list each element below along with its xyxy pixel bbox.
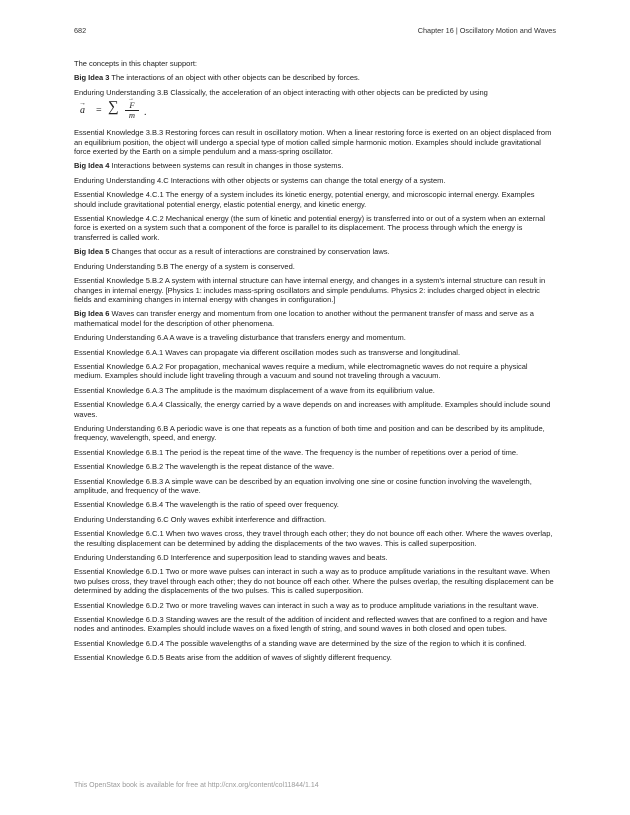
page-content bbox=[74, 59, 556, 668]
big-idea-label: Big Idea 4 bbox=[74, 161, 110, 171]
big-idea-4: Big Idea 4 Interactions between systems can result in changes in those systems. bbox=[74, 161, 344, 171]
equals-sign: = bbox=[96, 105, 102, 117]
enduring-understanding-6b: Enduring Understanding 6.B A periodic wave is one that repeats as a function of both time and position and can be described by its amplitude, frequency, wavelength, speed, and energy. bbox=[74, 423, 545, 443]
big-idea-label: Big Idea 3 bbox=[74, 73, 110, 83]
essential-knowledge-6b1: Essential Knowledge 6.B.1 The period is the repeat time of the wave. The frequency is the number of repetitions over a period of time. bbox=[74, 447, 519, 457]
enduring-understanding-5b: Enduring Understanding 5.B The energy of a system is conserved. bbox=[74, 261, 295, 271]
sum-symbol: ∑ bbox=[108, 99, 119, 116]
essential-knowledge-6d3: Essential Knowledge 6.D.3 Standing waves are the result of the addition of incident and reflected waves that are confined to a region and have nodes and antinodes. Examples should include waves on a fixed length of string, and sound waves in both closed and open tubes. bbox=[74, 615, 548, 634]
page-header bbox=[74, 26, 556, 38]
essential-knowledge-4c1: Essential Knowledge 4.C.1 The energy of a system includes its kinetic energy, potential energy, and microscopic internal energy. Examples should include gravitational potential energy, elastic potential energy, and kinetic energy. bbox=[74, 190, 535, 209]
big-idea-5: Big Idea 5 Changes that occur as a result of interactions are constrained by conservation laws. bbox=[74, 247, 390, 257]
essential-knowledge-6d4: Essential Knowledge 6.D.4 The possible wavelengths of a standing wave are determined by the size of the region to which it is confined. bbox=[74, 638, 527, 648]
essential-knowledge-6a1: Essential Knowledge 6.A.1 Waves can propagate via different oscillation modes such as transverse and longitudinal. bbox=[74, 347, 461, 357]
page-footer: This OpenStax book is available for free at http://cnx.org/content/col11844/1.14 bbox=[74, 782, 319, 789]
essential-knowledge-6b4: Essential Knowledge 6.B.4 The wavelength is the ratio of speed over frequency. bbox=[74, 500, 339, 510]
force-over-mass-fraction bbox=[125, 101, 139, 120]
essential-knowledge-6d2: Essential Knowledge 6.D.2 Two or more traveling waves can interact in such a way as to produce amplitude variations in the resultant wave. bbox=[74, 600, 539, 610]
big-idea-label: Big Idea 5 bbox=[74, 247, 110, 257]
formula-period: . bbox=[144, 107, 147, 119]
enduring-understanding-4c: Enduring Understanding 4.C Interactions with other objects or systems can change the total energy of a system. bbox=[74, 175, 446, 185]
essential-knowledge-6a2: Essential Knowledge 6.A.2 For propagation, mechanical waves require a medium, while electromagnetic waves do not require a physical medium. Examples should include light traveling through a vacuum and sound not traveling through a vacuum. bbox=[74, 361, 528, 381]
intro-text: The concepts in this chapter support: bbox=[74, 59, 197, 68]
essential-knowledge-6c1: Essential Knowledge 6.C.1 When two waves cross, they travel through each other; they do not bounce off each other. Where the waves overlap, the resulting displacement can be determined by adding the displacements of the two waves. This is called superposition. bbox=[74, 529, 553, 548]
essential-knowledge-6a3: Essential Knowledge 6.A.3 The amplitude is the maximum displacement of a wave from its equilibrium value. bbox=[74, 385, 435, 395]
mass-symbol: m bbox=[128, 110, 136, 121]
essential-knowledge-6b2: Essential Knowledge 6.B.2 The wavelength is the repeat distance of the wave. bbox=[74, 462, 335, 472]
enduring-understanding-6c: Enduring Understanding 6.C Only waves exhibit interference and diffraction. bbox=[74, 514, 327, 524]
essential-knowledge-3b3: Essential Knowledge 3.B.3 Restoring forces can result in oscillatory motion. When a linear restoring force is exerted on an object displaced from an equilibrium position, the object will undergo a special type of motion called simple harmonic motion. Examples should include gravitational force exerted by the Earth on a simple pendulum and a mass-spring oscillator. bbox=[74, 128, 552, 157]
force-vector: → F bbox=[125, 101, 139, 111]
essential-knowledge-6b3: Essential Knowledge 6.B.3 A simple wave can be described by an equation involving one sine or cosine function involving the wavelength, amplitude, and frequency of the wave. bbox=[74, 476, 532, 495]
big-idea-6: Big Idea 6 Waves can transfer energy and momentum from one location to another without the permanent transfer of mass and serve as a mathematical model for the description of other phenomena. bbox=[74, 309, 534, 328]
essential-knowledge-6d5: Essential Knowledge 6.D.5 Beats arise from the addition of waves of slightly different frequency. bbox=[74, 653, 392, 663]
enduring-understanding-3b: Enduring Understanding 3.B Classically, the acceleration of an object interacting with other objects can be predicted by using bbox=[74, 87, 488, 97]
acceleration-formula bbox=[74, 99, 556, 124]
essential-knowledge-6d1: Essential Knowledge 6.D.1 Two or more wave pulses can interact in such a way as to produce amplitude variations in the resultant wave. When two pulses cross, they travel through each other; they do not bounce off each other. Where the pulses overlap, the resulting displacement can be determined by adding the displacements of the two pulses. This is called superposition. bbox=[74, 567, 554, 596]
big-idea-label: Big Idea 6 bbox=[74, 309, 110, 319]
chapter-title: Chapter 16 | Oscillatory Motion and Waves bbox=[417, 26, 556, 35]
essential-knowledge-5b2: Essential Knowledge 5.B.2 A system with internal structure can have internal energy, and changes in a system's internal structure can result in changes in internal energy. [Physics 1: includes mass-spring oscillators and simple pendulums. Physics 2: includes charged object in electric fields and examining changes in internal energy with changes in configuration.] bbox=[74, 276, 546, 304]
page-number: 682 bbox=[74, 26, 87, 35]
acceleration-vector: → a bbox=[80, 106, 85, 115]
enduring-understanding-6a: Enduring Understanding 6.A A wave is a traveling disturbance that transfers energy and momentum. bbox=[74, 333, 406, 343]
enduring-understanding-6d: Enduring Understanding 6.D Interference and superposition lead to standing waves and beats. bbox=[74, 553, 388, 563]
essential-knowledge-4c2: Essential Knowledge 4.C.2 Mechanical energy (the sum of kinetic and potential energy) is transferred into or out of a system when an external force is exerted on a system such that a component of the force is parallel to its displacement. The process through which the energy is transferred is called work. bbox=[74, 214, 546, 242]
big-idea-3: Big Idea 3 The interactions of an object with other objects can be described by forces. bbox=[74, 73, 360, 83]
essential-knowledge-6a4: Essential Knowledge 6.A.4 Classically, the energy carried by a wave depends on and increases with amplitude. Examples should include sound waves. bbox=[74, 400, 551, 419]
